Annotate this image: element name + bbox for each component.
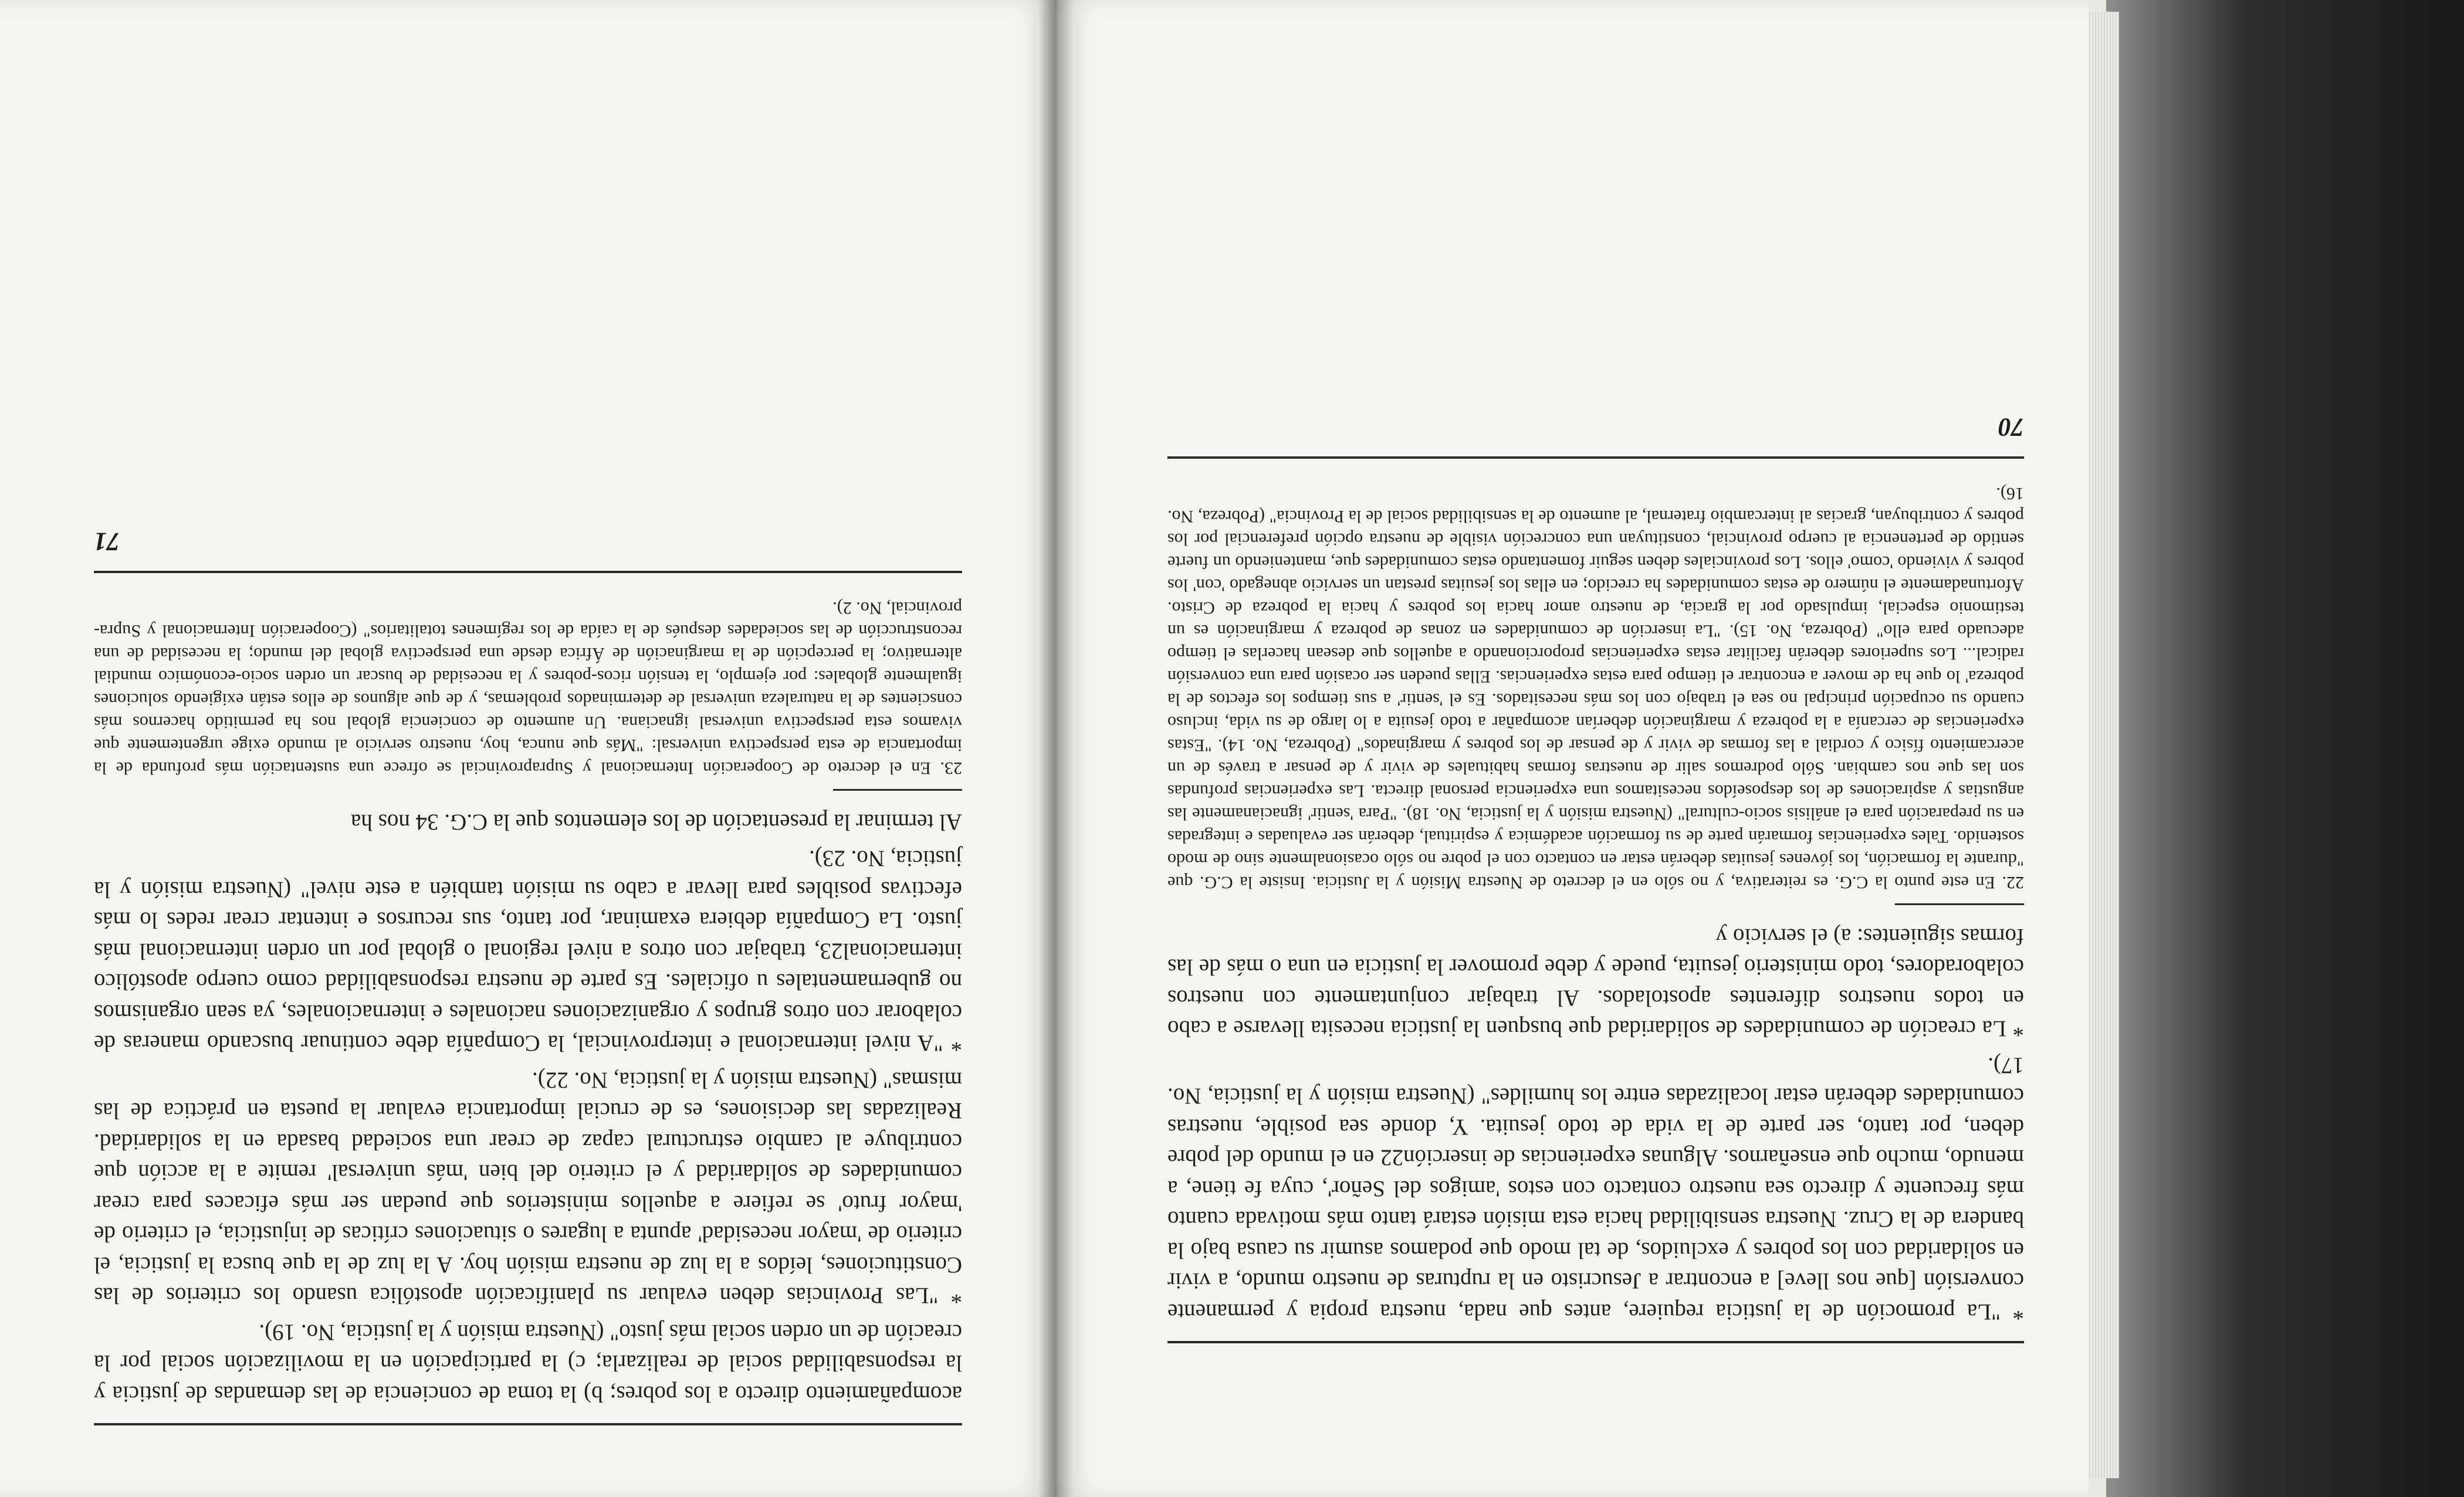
page-number: 71 [94,527,120,557]
top-rule [94,1423,962,1425]
footnote-rule [1895,904,2024,906]
book-gutter [1038,0,1074,1497]
page-number: 70 [1998,413,2024,442]
bottom-rule [1167,457,2024,459]
right-page-content [1167,100,2024,1343]
continuation-paragraph: acompañamiento directo a los pobres; b) la toma de conciencia de las demandas de justicia y la responsabilidad social de realizarla; c) la participación en la movilización social por la creación de un orden social más justo" (Nuestra misión y la justicia, No. 19). [94,1320,962,1407]
top-rule [1167,1341,2024,1343]
promocion-paragraph: * "La promoción de la justicia requiere, antes que nada, nuestra propia y permanente conversión [que nos lleve] a encontrar a Jesucristo en la rupturas de nuestro mundo, a vivir en solidaridad con los pobres y excluidos, de tal modo que podamos asumir su causa bajo la bandera de la Cruz. Nuestra sensibilidad hacia esta misión estará tanto más motivada cuanto más frecuente y directo sea nuestro contacto con estos 'amigos del Señor', cuya fe tiene, a menudo, mucho que enseñarnos. Algunas experiencias de inserción22 en el mundo del pobre deben, por tanto, ser parte de la vida de todo jesuita. Y, donde sea posible, nuestras comunidades deberán estar localizadas entre los humildes" (Nuestra misión y la justicia, No. 17). [1167,1053,2024,1325]
footnote-rule [833,790,962,791]
footnote-22: 22. En este punto la C.G. es reiterativa, y no sólo en el decreto de Nuestra Misión y la Justicia. Insiste la C.G. que "durante la formación, los jóvenes jesuitas deberán estar en contacto con el pobre no sólo ocasionalmente sino de modo sostenido. Tales experiencias formarán parte de su formación académica y espiritual, deberán ser evaluadas e integradas en su preparación para el análisis socio-cultural" (Nuestra misión y la justicia, No. 18). "Para 'sentir' ignacianamente las angustias y aspiraciones de los desposeídos necesitamos una experiencia personal directa. Las experiencias profundas son las que nos cambian. Sólo podremos salir de nuestras formas habituales de vivir y de pensar a través de un acercamiento físico y cordial a las formas de vivir y de pensar de los pobres y marginados" (Pobreza, No. 14). "Estas experiencias de cercanía a la pobreza y marginación deberían acompañar a todo jesuita a lo largo de su vida, incluso cuando su ocupación principal no sea el trabajo con los más necesitados. Es el 'sentir' a sus tiempos los efectos de la pobreza' lo que ha de mover a encontrar el tiempo para estas experiencias. Ellas pueden ser ocasión para una conversión radical... Los superiores deberán facilitar estas experiencias proporcionando a aquellos que desean hacerlas el tiempo adecuado para ello" (Pobreza, No. 15). "La inserción de comunidades en zonas de pobreza y marginación es un testimonio especial, impulsado por la gracia, de nuestro amor hacia los pobres y hacia la pobreza de Cristo. Afortunadamente el número de estas comunidades ha crecido; en ellas los jesuitas prestan un servicio abnegado 'con' los pobres y viviendo 'como' ellos. Los provinciales deben seguir fomentando estas comunidades que, manteniendo un fuerte sentido de pertenencia al cuerpo provincial, constituyan una concreción visible de nuestra opción preferencial por los pobres y contribuyan, gracias al intercambio fraternal, al aumento de la sensibilidad social de la Provincia" (Pobreza, No. 16). [1167,484,2024,893]
bottom-rule [94,571,962,574]
provincias-paragraph: * "Las Provincias deben evaluar su planificación apostólica usando los criterios de las Constituciones, leídos a la luz de nuestra misión hoy. A la luz de la que busca la justicia, el criterio de 'mayor necesidad' apunta a lugares o situaciones críticas de injusticia, el criterio de 'mayor fruto' se refiere a aquellos ministerios que puedan ser más eficaces para crear comunidades de solidaridad y el criterio del bien 'más universal' remite a la acción que contribuye al cambio estructural capaz de crear una sociedad basada en la solidaridad. Realizadas las decisiones, es de crucial importancia evaluar la puesta en práctica de las mismas" (Nuestra misión y la justicia, No. 22). [94,1068,962,1309]
terminar-paragraph: Al terminar la presentación de los elementos que la C.G. 34 nos ha [351,810,962,835]
creacion-paragraph: * La creación de comunidades de solidaridad que busquen la justicia necesita llevarse a cabo en todos nuestros diferentes apostolados. Al trabajar conjuntamente con nuestros colaboradores, todo ministerio jesuita, puede y debe promover la justicia en una o más de las formas siguientes: a) el servicio y [1167,924,2024,1042]
footnote-23: 23. En el decreto de Cooperación Internacional y Supraprovincial se ofrece una sustentación más profunda de la importancia de esta perspectiva universal: "Más que nunca, hoy, nuestro servicio al mundo exige urgentemente que vivamos esta perspectiva universal ignaciana. Un aumento de conciencia global nos ha permitido hacernos más conscientes de la naturaleza universal de determinados problemas, y de que algunos de ellos están exigiendo soluciones igualmente globales: por ejemplo, la tensión ricos-pobres y la necesidad de buscar un orden socio-económico mundial alternativo; la percepción de la marginación de África desde una perspectiva global del mundo; la necesidad de una reconstrucción de las sociedades después de la caída de los regímenes totalitarios" (Cooperación Internacional y Supra-provincial, No. 2). [94,598,962,778]
scanner-backdrop [2106,0,2464,1497]
left-page-content [94,135,962,1425]
internacional-paragraph: * "A nivel internacional e interprovincial, la Compañía debe continuar buscando maneras de colaborar con otros grupos y organizaciones nacionales e internacionales, ya sean organismos no gubernamentales u oficiales. Es parte de nuestra responsabilidad como cuerpo apostólico internacional23, trabajar con otros a nivel regional o global por un orden internacional más justo. La Compañía debiera examinar, por tanto, sus recursos e intentar crear redes lo más efectivas posibles para llevar a cabo su misión también a este nivel" (Nuestra misión y la justicia, No. 23). [94,846,962,1056]
